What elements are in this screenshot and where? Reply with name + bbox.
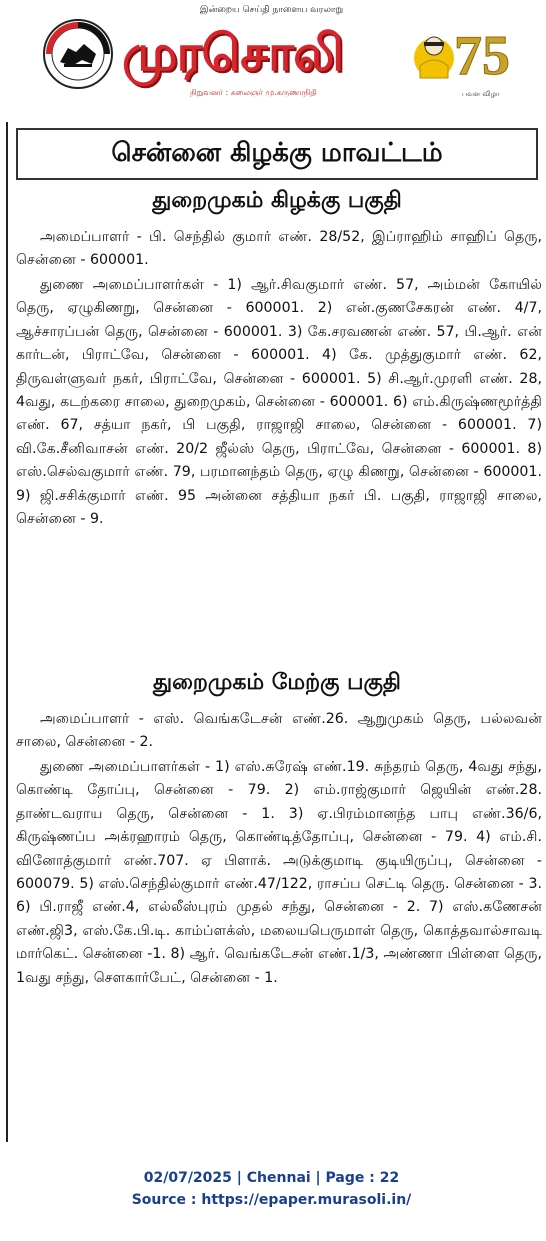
- article-heading: சென்னை கிழக்கு மாவட்டம்: [111, 137, 443, 168]
- article: [6, 122, 546, 1142]
- section-title-west: துறைமுகம் மேற்கு பகுதி: [153, 670, 401, 695]
- section-east-deputies: துணை அமைப்பாளர்கள் - 1) ஆர்.சிவகுமார் எண். 57, அம்மன் கோயில் தெரு, ஏழுகிணறு, சென்னை - 600001. 2) என்.குணசேகரன் எண். 4/7, ஆச்சாரப்பன் தெரு, சென்னை - 600001. 3) கே.சரவணன் எண். 57, பி.ஆர். என் கார்டன், பிராட்வே, சென்னை - 600001. 4) கே. முத்துகுமார் எண். 62, திருவள்ளுவர் நகர், பிராட்வே, சென்னை - 600001. 5) சி.ஆர்.முரளி எண். 28, 4வது, கடற்கரை சாலை, துறைமுகம், சென்னை - 600001. 6) எம்.கிருஷ்ணமூர்த்தி எண். 67, சத்யா நகர், பி பகுதி, ராஜாஜி சாலை, சென்னை - 600001. 7) வி.கே.சீனிவாசன் எண். 20/2 ஜீல்ஸ் தெரு, பிராட்வே, சென்னை - 600001. 8) எஸ்.செல்வகுமார் எண். 79, பரமானந்தம் தெரு, ஏழு கிணறு, சென்னை - 600001. 9) ஜி.சசிக்குமார் எண். 95 அன்னை சத்தியா நகர் பி. பகுதி, ராஜாஜி சாலை, சென்னை - 9.: [16, 277, 542, 528]
- murasoli-logo: முரசொலி: [122, 24, 343, 82]
- anniversary-caption: பவள விழா: [462, 90, 500, 98]
- party-emblem-icon: [42, 18, 114, 90]
- anniversary-75-badge: [410, 6, 510, 106]
- footer-source: Source : https://epaper.murasoli.in/: [131, 1192, 412, 1208]
- article-heading-box: [16, 128, 538, 180]
- section-east-organiser: அமைப்பாளர் - பி. செந்தில் குமார் எண். 28/52, இப்ராஹிம் சாஹிப் தெரு, சென்னை - 600001.: [16, 229, 542, 269]
- section-west-organiser: அமைப்பாளர் - எஸ். வெங்கடேசன் எண்.26. ஆறுமுகம் தெரு, பல்லவன் சாலை, சென்னை - 2.: [16, 711, 542, 751]
- section-title-east: துறைமுகம் கிழக்கு பகுதி: [152, 188, 402, 213]
- masthead: [0, 0, 543, 110]
- masthead-subline: நிறுவனர் : கலைஞர் மு.கருணாநிதி: [190, 88, 317, 97]
- section-west-deputies: துணை அமைப்பாளர்கள் - 1) எஸ்.சுரேஷ் எண்.19. சுந்தரம் தெரு, 4வது சந்து, கொண்டி தோப்பு, சென்னை - 79. 2) எம்.ராஜ்குமார் ஜெயின் எண்.28. தாண்டவராய தெரு, சென்னை - 1. 3) ஏ.பிரம்மானந்த பாபு எண்.36/6, கிருஷ்ணப்ப அக்ரஹாரம் தெரு, கொண்டித்தோப்பு, சென்னை - 79. 4) எம்.சி. வினோத்குமார் எண்.707. ஏ பிளாக். அடுக்குமாடி குடியிருப்பு, சென்னை - 600079. 5) எஸ்.செந்தில்குமார் எண்.47/122, ராசப்ப செட்டி தெரு. சென்னை - 3. 6) பி.ராஜீ எண்.4, எல்லீஸ்புரம் முதல் சந்து, சென்னை - 2. 7) எஸ்.கணேசன் எண்.ஜி3, எஸ்.கே.பி.டி. காம்ப்ளக்ஸ், மலையபெருமாள் தெரு, கொத்தவால்சாவடி மார்கெட். சென்னை -1. 8) ஆர். வெங்கடேசன் எண்.1/3, அண்ணா பிள்ளை தெரு, 1வது சந்து, சௌகார்பேட், சென்னை - 1.: [16, 759, 542, 986]
- masthead-tagline: இன்றைய செய்தி நாளைய வரலாறு: [199, 5, 344, 15]
- footer-dateline: 02/07/2025 | Chennai | Page : 22: [143, 1170, 400, 1186]
- anniversary-number: 75: [454, 25, 510, 87]
